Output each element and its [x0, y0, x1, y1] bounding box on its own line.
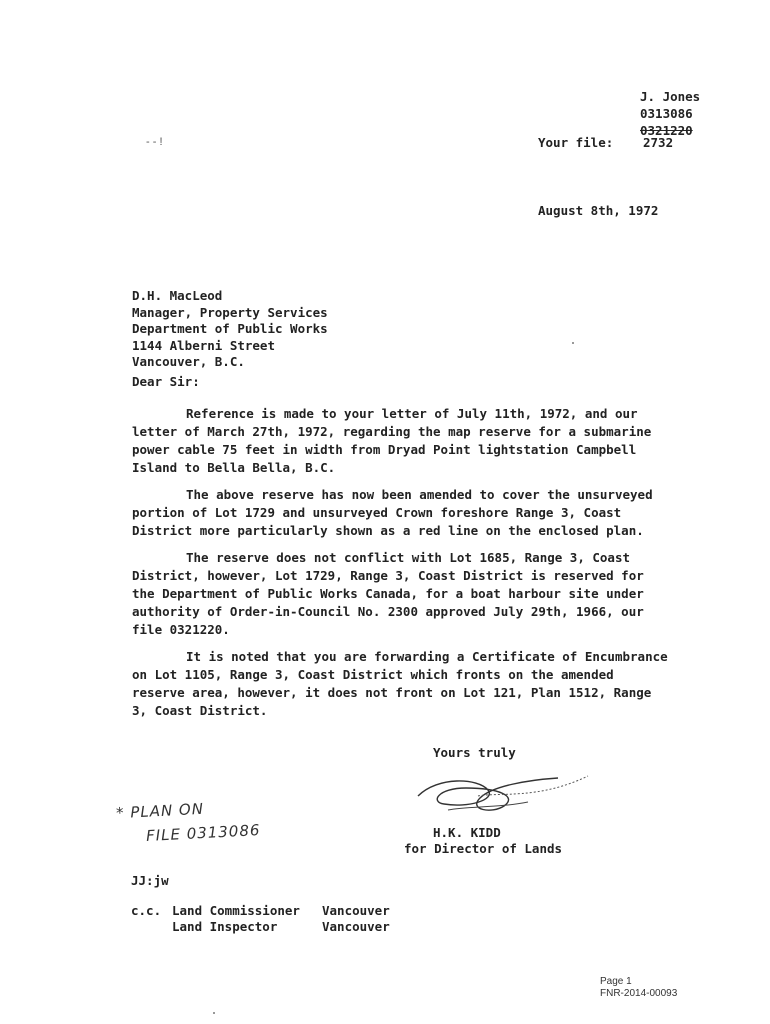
body-paragraph-4: [132, 648, 672, 720]
file-ref-number: 0313086: [640, 106, 693, 121]
cc-entry-2-location: Vancouver: [322, 919, 390, 934]
file-ref-struck-number: 0321220: [640, 123, 693, 138]
handwritten-note-line-2: FILE 0313086: [145, 821, 261, 845]
salutation: Dear Sir:: [132, 374, 200, 389]
signer-title: for Director of Lands: [404, 841, 563, 856]
scan-speck: [213, 1012, 215, 1014]
scan-speck: [572, 342, 574, 344]
paragraph-text: The above reserve has now been amended to cover the unsurveyed portion of Lot 1729 and unsurveyed Crown foreshore Range 3, Coast District more particularly shown as a red line on the enclosed plan.: [132, 487, 653, 538]
paragraph-text: It is noted that you are forwarding a Certificate of Encumbrance on Lot 1105, Range 3, Coast District which fronts on the amended reserve area, however, it does not front on Lot 121, Plan 1512, Range 3, Coast District.: [132, 649, 668, 718]
your-file-value: 2732: [643, 135, 674, 150]
body-paragraph-1: [132, 405, 672, 477]
cc-entry-2-name: Land Inspector: [172, 919, 278, 934]
valediction: Yours truly: [433, 745, 516, 760]
document-id: FNR-2014-00093: [600, 988, 678, 999]
recipient-title: Manager, Property Services: [132, 304, 328, 320]
signature: [408, 766, 598, 818]
corner-mark: - - !: [146, 136, 163, 148]
body-paragraph-2: [132, 486, 672, 540]
cc-label: c.c.: [131, 903, 162, 918]
paragraph-text: The reserve does not conflict with Lot 1685, Range 3, Coast District, however, Lot 1729, Range 3, Coast District is reserved for the Department of Public Works Canada, for a boat harbour site under authority of Order-in-Council No. 2300 approved July 29th, 1966, our file 0321220.: [132, 550, 644, 637]
typist-initials: JJ:jw: [131, 873, 169, 888]
page-number: Page 1: [600, 976, 632, 987]
page-footer: [600, 976, 677, 1000]
cc-entry-1-name: Land Commissioner: [172, 903, 300, 918]
recipient-department: Department of Public Works: [132, 321, 328, 336]
letter-date: August 8th, 1972: [538, 203, 659, 218]
file-reference-block: [640, 88, 700, 139]
recipient-city: Vancouver, B.C.: [132, 354, 245, 369]
paragraph-text: Reference is made to your letter of July 11th, 1972, and our letter of March 27th, 1972, regarding the map reserve for a submarine power cable 75 feet in width from Dryad Point lightstation Campbell Island to Bella Bella, B.C.: [132, 406, 652, 475]
recipient-address: [132, 288, 328, 371]
body-paragraph-3: [132, 549, 672, 639]
file-ref-initials: J. Jones: [640, 89, 701, 104]
recipient-name: D.H. MacLeod: [132, 288, 223, 303]
signer-name: H.K. KIDD: [433, 825, 501, 840]
handwritten-note-line-1: * PLAN ON: [115, 799, 205, 823]
your-file-label: Your file:: [538, 135, 614, 150]
recipient-street: 1144 Alberni Street: [132, 337, 275, 353]
cc-entry-1-location: Vancouver: [322, 903, 390, 918]
